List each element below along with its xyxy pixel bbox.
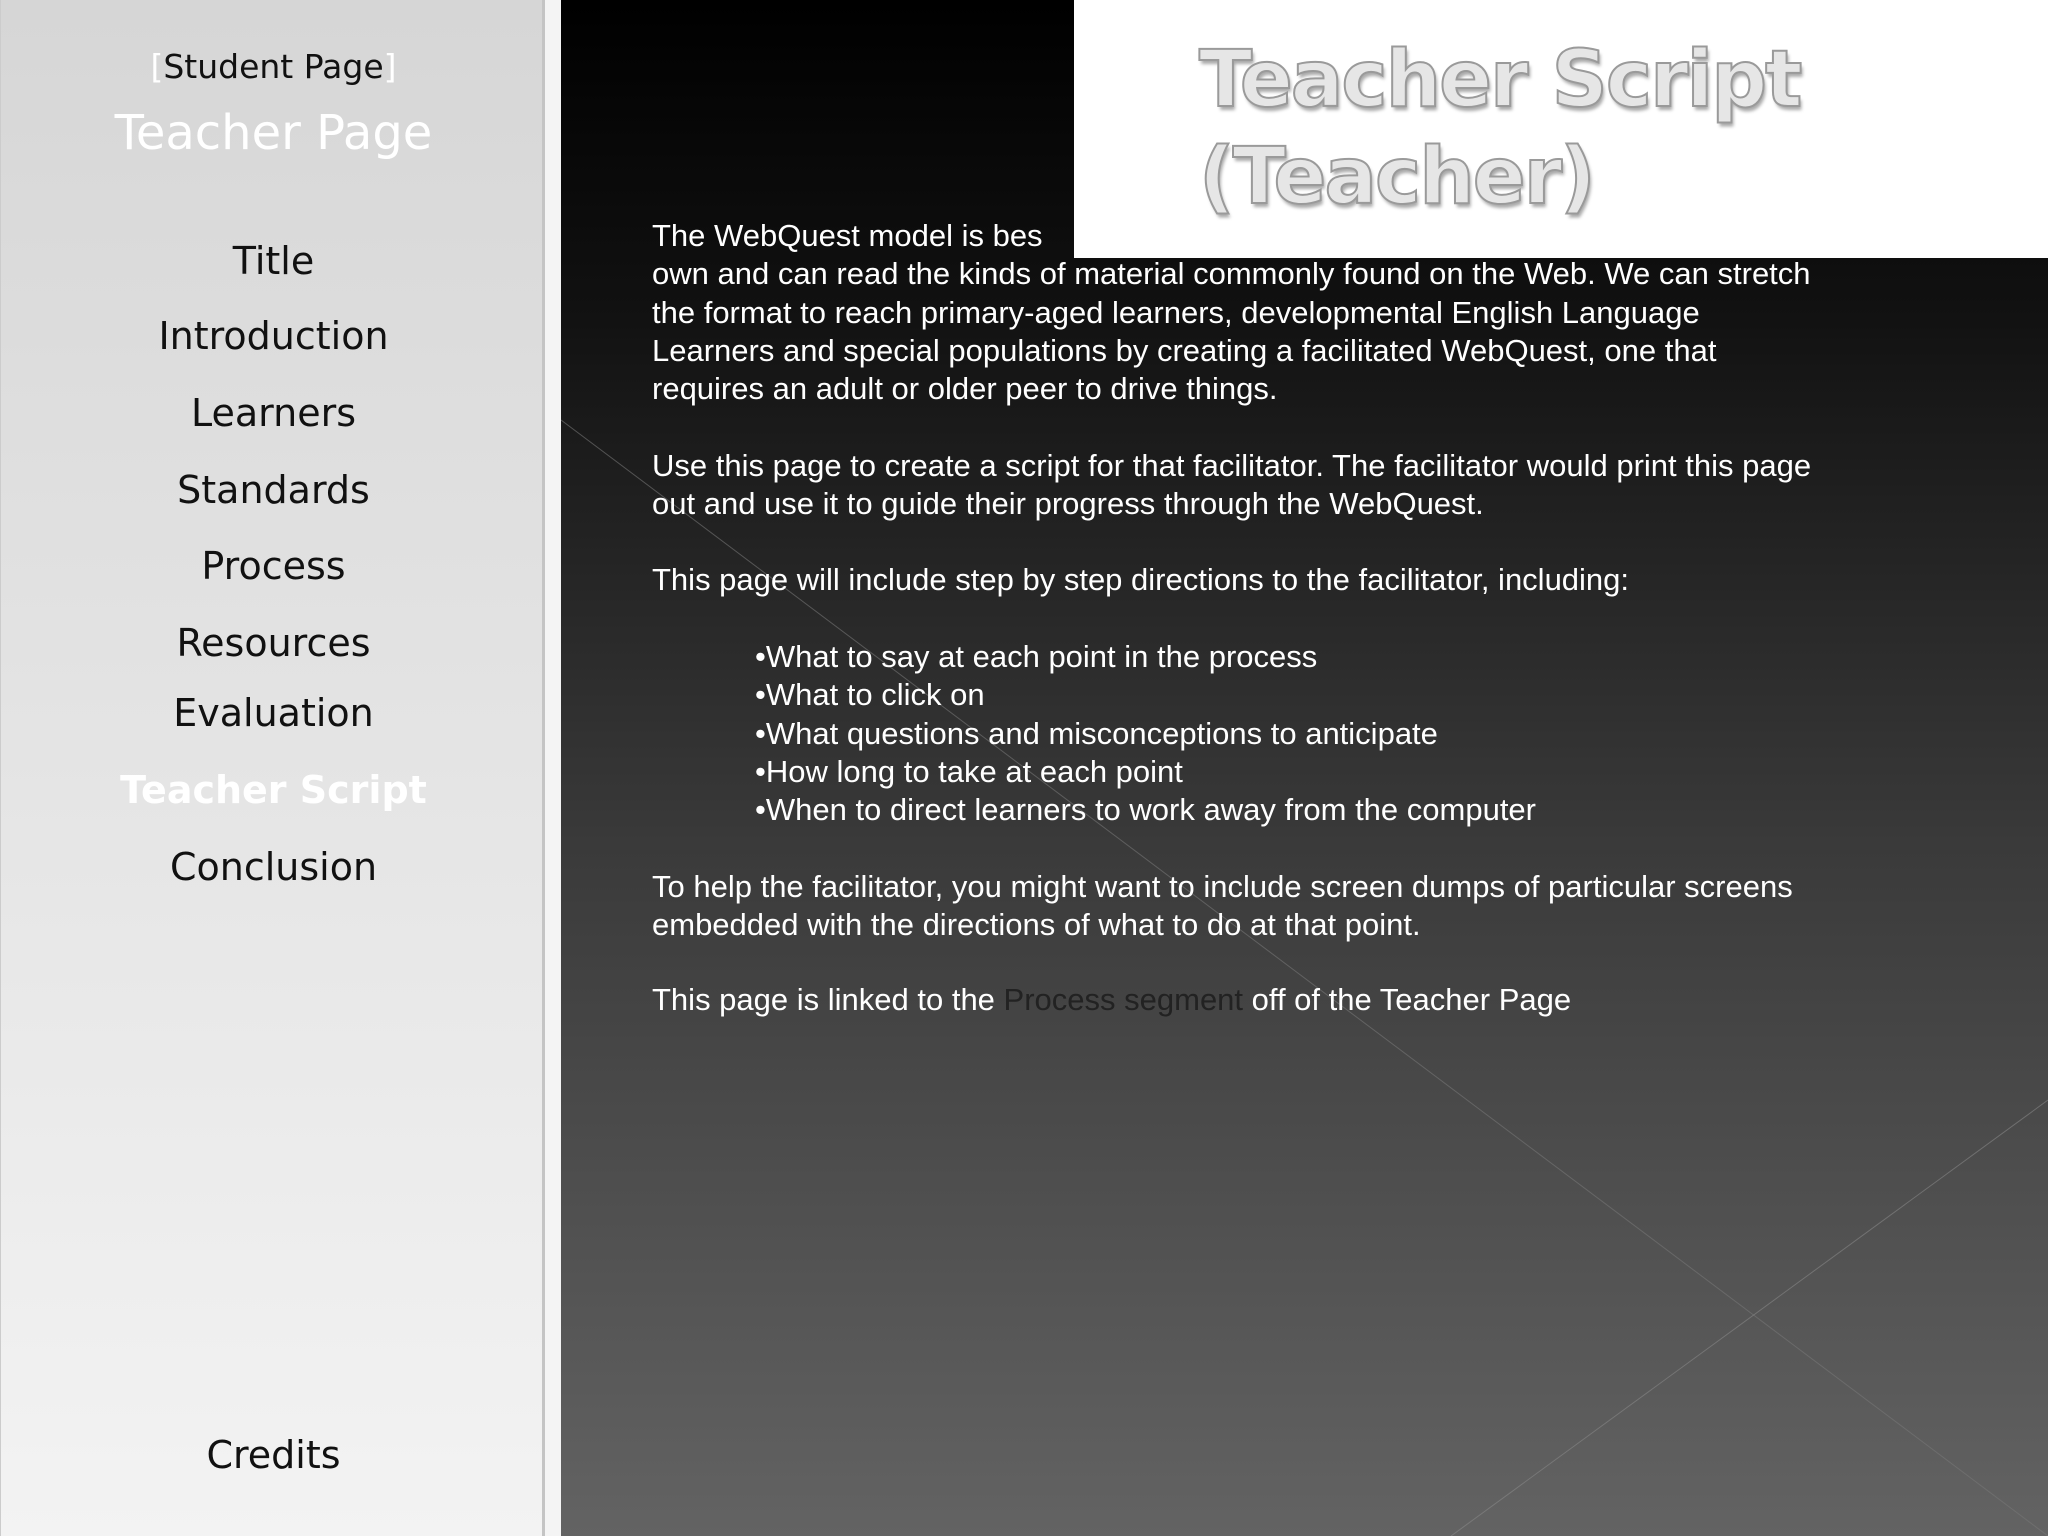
body-text: Learners and special populations by creating a facilitated WebQuest, one that (652, 333, 1717, 368)
body-text: out and use it to guide their progress through the WebQuest. (652, 486, 1484, 521)
bracket: ] (383, 47, 397, 86)
nav-standards[interactable]: Standards (177, 468, 370, 512)
body-text: The WebQuest model is bes (652, 218, 1043, 253)
body-text: own and can read the kinds of material commonly found on the Web. We can stretch (652, 256, 1811, 291)
nav-evaluation[interactable]: Evaluation (173, 691, 374, 735)
body-text: requires an adult or older peer to drive things. (652, 371, 1278, 406)
bullet-item: •What questions and misconceptions to anticipate (755, 716, 1438, 751)
body-text: This page will include step by step directions to the facilitator, including: (652, 562, 1630, 597)
nav-teacher-page[interactable]: Teacher Page (114, 105, 433, 161)
body-text: embedded with the directions of what to do at that point. (652, 907, 1421, 942)
nav-credits[interactable]: Credits (206, 1433, 341, 1477)
nav-title[interactable]: Title (232, 239, 315, 283)
process-segment-link[interactable]: Process segment (1003, 982, 1244, 1017)
link-paragraph (652, 981, 1571, 1019)
body-text: off of the Teacher Page (1243, 982, 1572, 1017)
bullet-item: •When to direct learners to work away from the computer (755, 792, 1536, 827)
bullet-item: •What to say at each point in the process (755, 639, 1318, 674)
nav-process[interactable]: Process (201, 544, 346, 588)
body-text: To help the facilitator, you might want to include screen dumps of particular screens (652, 869, 1793, 904)
page-title-box (1074, 0, 2048, 258)
bullet-item: •How long to take at each point (755, 754, 1183, 789)
body-text: Use this page to create a script for that facilitator. The facilitator would print this page (652, 448, 1812, 483)
page-title: Teacher Script (1199, 35, 1801, 125)
bullet-item: •What to click on (755, 677, 985, 712)
nav-student-page[interactable] (1, 42, 546, 92)
nav-learners[interactable]: Learners (190, 391, 356, 435)
bracket: [ (150, 47, 164, 86)
nav-teacher-script[interactable]: Teacher Script (120, 768, 427, 812)
nav-introduction[interactable]: Introduction (158, 314, 389, 358)
sidebar-nav (0, 0, 545, 1536)
student-page-link[interactable]: Student Page (163, 47, 384, 86)
nav-conclusion[interactable]: Conclusion (169, 845, 378, 889)
nav-resources[interactable]: Resources (176, 621, 371, 665)
page-subtitle: (Teacher) (1199, 132, 1594, 222)
body-text: This page is linked to the (652, 982, 1004, 1017)
body-text: the format to reach primary-aged learners, developmental English Language (652, 295, 1700, 330)
